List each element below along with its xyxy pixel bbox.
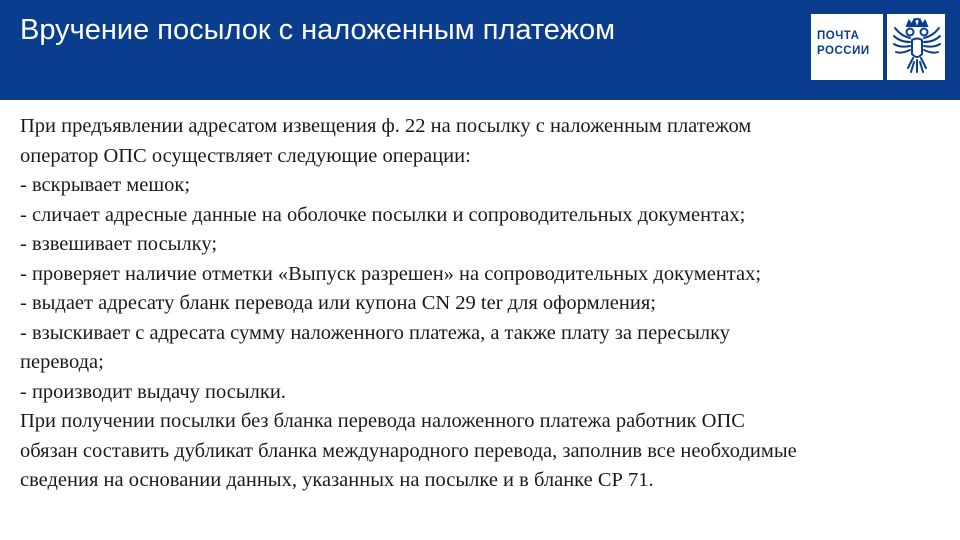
header-bar [0,0,960,100]
text-line: оператор ОПС осуществляет следующие операции: [20,144,471,167]
text-line: При предъявлении адресатом извещения ф. 22 на посылку с наложенным платежом [20,115,752,137]
body-text [20,112,945,496]
text-line: - взвешивает посылку; [20,233,218,255]
logo-text: ПОЧТА РОССИИ [817,30,870,57]
pochta-rossii-logo [811,14,945,80]
text-line: перевода; [20,351,104,373]
page-title: Вручение посылок с наложенным платежом [20,14,616,46]
text-line: обязан составить дубликат бланка международного перевода, заполнив все необходимые [20,439,797,462]
eagle-emblem-icon [891,18,943,76]
text-line: - производит выдачу посылки. [20,380,286,403]
text-line: При получении посылки без бланка перевода наложенного платежа работник ОПС [20,410,745,432]
text-line: - сличает адресные данные на оболочке посылки и сопроводительных документах; [20,203,746,226]
text-line: сведения на основании данных, указанных на посылке и в бланке СР 71. [20,469,654,491]
text-line: - взыскивает с адресата сумму наложенного платежа, а также плату за пересылку [20,321,731,344]
text-line: - проверяет наличие отметки «Выпуск разрешен» на сопроводительных документах; [20,262,762,285]
text-line: - выдает адресату бланк перевода или купона CN 29 ter для оформления; [20,292,656,314]
logo-divider [883,14,887,80]
text-line: - вскрывает мешок; [20,174,191,196]
